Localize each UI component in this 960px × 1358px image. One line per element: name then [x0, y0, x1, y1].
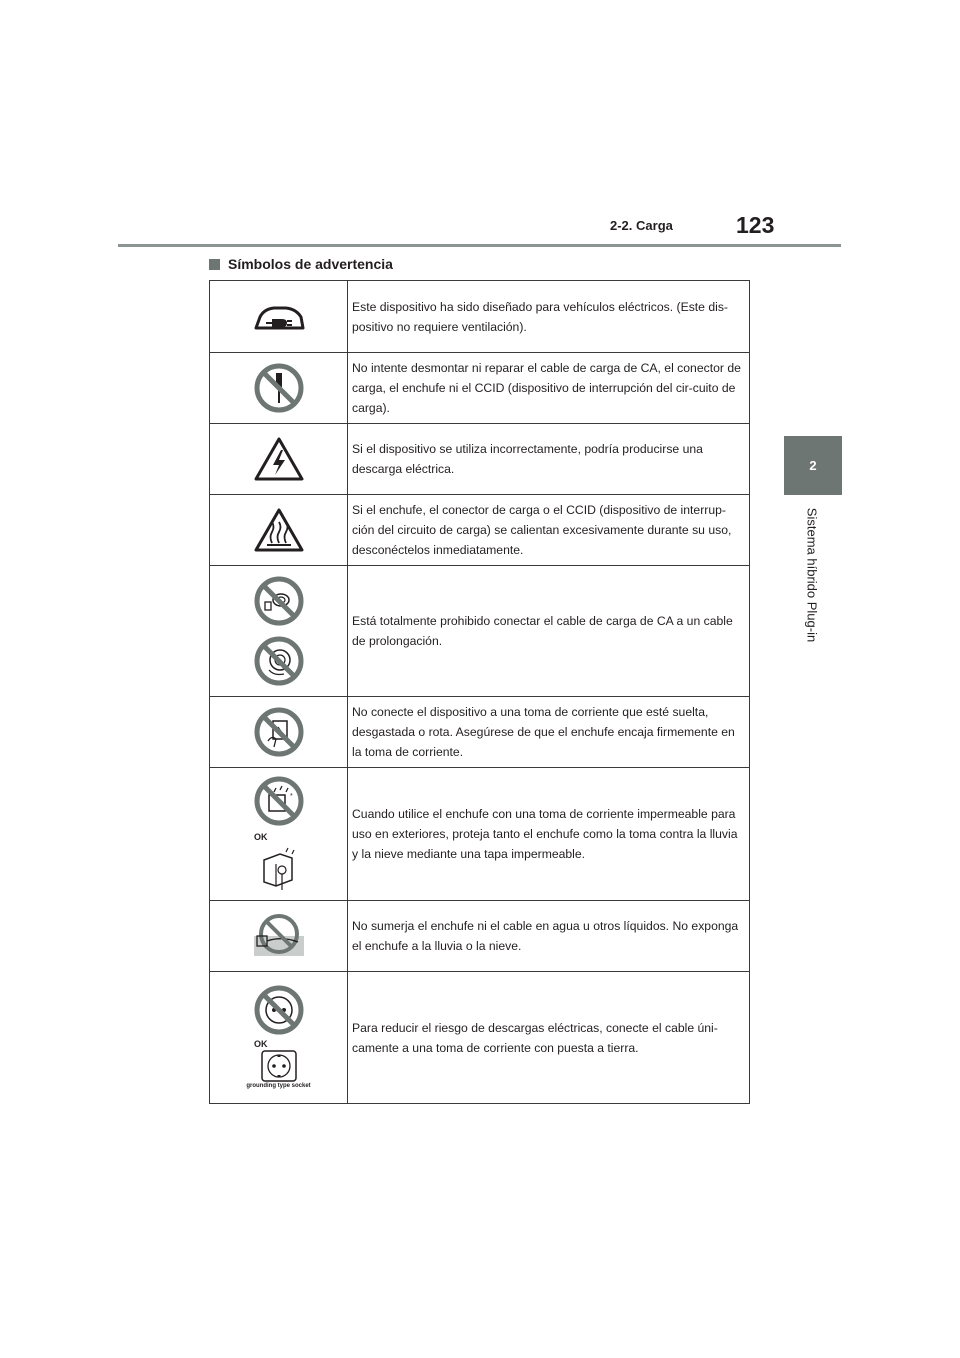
icon-cell	[210, 901, 348, 972]
table-row	[210, 281, 750, 353]
icon-cell	[210, 353, 348, 424]
section-heading	[209, 256, 393, 272]
socket-caption: grounding type socket	[246, 1083, 311, 1089]
description-cell: No sumerja el enchufe ni el cable en agua u otros líquidos. No exponga el enchufe a la lluvia o la nieve.	[348, 901, 750, 972]
chapter-number: 2	[809, 458, 817, 473]
description-cell: No conecte el dispositivo a una toma de corriente que esté suelta, desgastada o rota. Asegúrese de que el enchufe encaja firmemente en la toma de corriente.	[348, 697, 750, 768]
page-number: 123	[736, 212, 775, 238]
electric-shock-warning-icon	[210, 436, 347, 482]
icon-cell	[210, 972, 348, 1104]
table-row	[210, 424, 750, 495]
svg-text:*: *	[289, 793, 293, 800]
description-cell: Está totalmente prohibido conectar el cable de carga de CA a un cable de prolongación.	[348, 566, 750, 697]
table-row	[210, 972, 750, 1104]
icon-cell	[210, 495, 348, 566]
no-cable-reel-icon	[210, 636, 347, 686]
no-submerge-icon	[210, 914, 347, 958]
table-row	[210, 495, 750, 566]
icon-cell	[210, 697, 348, 768]
icon-cell	[210, 281, 348, 353]
description-cell: Si el dispositivo se utiliza incorrectamente, podría producirse una descarga eléctrica.	[348, 424, 750, 495]
icon-cell	[210, 424, 348, 495]
ok-label: OK	[254, 832, 268, 842]
icon-cell	[210, 768, 348, 901]
no-extension-cord-icon	[210, 576, 347, 626]
hot-surface-warning-icon	[210, 507, 347, 553]
chapter-tab	[784, 436, 842, 495]
ok-label: OK	[254, 1039, 268, 1049]
header-section-title: 2-2. Carga	[610, 218, 673, 233]
chapter-label: Sistema híbrido Plug-in	[804, 507, 820, 643]
description-cell: No intente desmontar ni reparar el cable de carga de CA, el conector de carga, el enchufe ni el CCID (dispositivo de interrupción del cir-cuito de carga).	[348, 353, 750, 424]
table-row	[210, 353, 750, 424]
header-rule	[118, 244, 841, 247]
icon-cell	[210, 566, 348, 697]
table-row	[210, 901, 750, 972]
description-cell: Para reducir el riesgo de descargas eléctricas, conecte el cable úni-camente a una toma de corriente con puesta a tierra.	[348, 972, 750, 1104]
description-cell: Si el enchufe, el conector de carga o el CCID (dispositivo de interrup-ción del circuito de carga) se calientan excesivamente durante su uso, desconéctelos inmediatamente.	[348, 495, 750, 566]
no-ungrounded-socket-icon	[210, 985, 347, 1035]
grounded-socket-ok-icon	[210, 1049, 347, 1083]
heading-bullet-icon	[209, 259, 220, 270]
no-loose-outlet-icon	[210, 707, 347, 757]
table-row	[210, 566, 750, 697]
table-row	[210, 697, 750, 768]
no-disassembly-icon	[210, 363, 347, 413]
no-uncovered-outlet-icon	[210, 776, 347, 826]
section-heading-text: Símbolos de advertencia	[228, 256, 393, 272]
description-cell: Cuando utilice el enchufe con una toma de corriente impermeable para uso en exteriores, proteja tanto el enchufe como la toma contra la lluvia y la nieve mediante una tapa impermeable.	[348, 768, 750, 901]
vehicle-plug-icon	[210, 303, 347, 331]
table-row	[210, 768, 750, 901]
description-cell: Este dispositivo ha sido diseñado para vehículos eléctricos. (Este dis-positivo no requiere ventilación).	[348, 281, 750, 353]
warning-symbols-table	[209, 280, 750, 1104]
covered-outlet-ok-icon	[210, 842, 347, 892]
